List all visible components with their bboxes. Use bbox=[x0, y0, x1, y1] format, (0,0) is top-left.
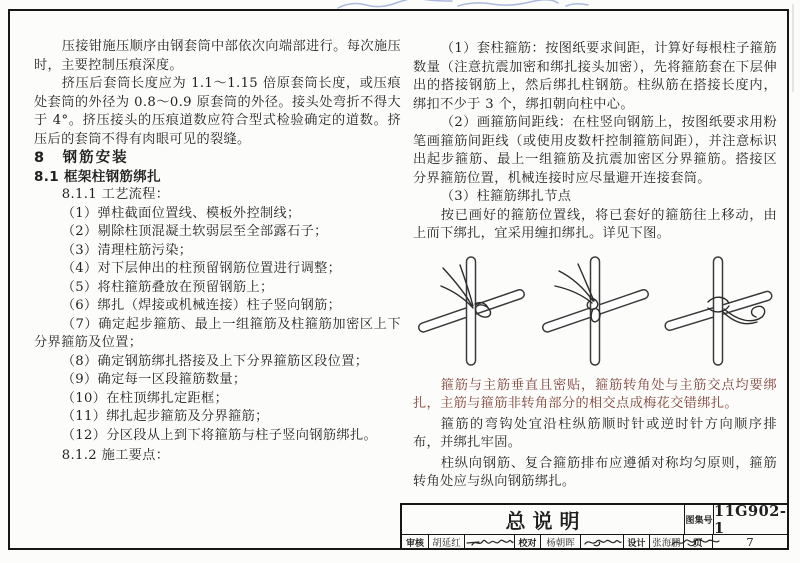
title-block bbox=[400, 503, 789, 550]
rebar-tie-diagram-twist-right bbox=[662, 251, 775, 371]
vertical-rebar bbox=[467, 257, 476, 365]
section-heading-8-1: 8.1 框架柱钢筋绑扎 bbox=[34, 168, 161, 185]
checker-signature-icon bbox=[580, 535, 623, 549]
process-step: （10）在柱顶绑扎定距框； bbox=[61, 390, 229, 406]
process-step: （11）绑扎起步箍筋及分界箍筋； bbox=[61, 409, 269, 424]
design-label: 设计 bbox=[623, 535, 649, 549]
right-text-column bbox=[413, 40, 777, 492]
paragraph-sleeve-length: 挤压后套筒长度应为 1.1～1.15 倍原套筒长度，或压痕处套筒的外径为 0.8～0.9 原套筒的外径。接头处弯折不得大于 4°。挤压接头的压痕道数应符合型式检验确定的道数。挤压后的套筒不得有肉眼可见的裂缝。 bbox=[34, 76, 401, 147]
process-step: （2）剔除柱顶混凝土软弱层至全部露石子； bbox=[61, 224, 328, 239]
process-title-8-1-1: 8.1.1 工艺流程： bbox=[61, 187, 170, 202]
paragraph-press-order: 压接钳施压顺序由钢套筒中部依次向端部进行。每次施压时，主要控制压痕深度。 bbox=[34, 39, 401, 73]
atlas-number-value: 11G902-1 bbox=[714, 505, 787, 534]
reviewer-name: 胡延红 bbox=[428, 535, 464, 549]
review-label: 审核 bbox=[405, 538, 424, 549]
section-heading-8: 8 钢筋安装 bbox=[34, 150, 129, 166]
paragraph-hoop-sleeving: （1）套柱箍筋：按图纸要求间距，计算好每根柱子箍筋数量（注意抗震加密和绑扎接头加密），先将箍筋套在下层伸出的搭接钢筋上，然后绑扎柱钢筋。柱纵筋在搭接长度内，绑扣不少于 3 个，绑扣朝向柱中心。 bbox=[413, 41, 777, 112]
reviewer-signature-icon bbox=[464, 535, 514, 549]
check-label: 校对 bbox=[514, 535, 540, 549]
checker-name: 杨朝晖 bbox=[540, 535, 580, 549]
paragraph-hook-arrangement: 箍筋的弯钩处宜沿柱纵筋顺时针或逆时针方向顺序排布，并绑扎牢固。 bbox=[413, 416, 777, 450]
process-step: （9）确定每一区段箍筋数量； bbox=[61, 372, 247, 387]
title-block-top-row bbox=[402, 505, 787, 534]
process-step: （6）绑扎（焊接或机械连接）柱子竖向钢筋； bbox=[61, 298, 342, 313]
designer-name: 张海鹏 bbox=[649, 535, 683, 549]
points-title-8-1-2: 8.1.2 施工要点： bbox=[61, 448, 170, 463]
left-text-column bbox=[34, 38, 401, 466]
process-step: （1）弹柱截面位置线、模板外控制线； bbox=[61, 205, 301, 221]
scan-edge-shadow bbox=[792, 4, 794, 92]
page-label: 页 bbox=[683, 535, 712, 549]
process-step: （4）对下层伸出的柱预留钢筋位置进行调整； bbox=[61, 261, 342, 276]
rebar-tie-figure-row bbox=[413, 251, 777, 371]
page-number: 7 bbox=[712, 535, 787, 549]
paragraph-tie-method: 按已画好的箍筋位置线，将已套好的箍筋往上移动，由上而下绑扎，宜采用缠扣绑扎。详见下图。 bbox=[413, 207, 777, 241]
rebar-tie-diagram-loop-below bbox=[539, 251, 652, 371]
process-step: （7）确定起步箍筋、最上一组箍筋及柱箍筋加密区上下分界箍筋及位置； bbox=[34, 316, 401, 350]
process-step: （5）将柱箍筋叠放在预留钢筋上； bbox=[61, 279, 274, 295]
paragraph-tie-node-title: （3）柱箍筋绑扎节点 bbox=[440, 189, 572, 204]
note-tie-rule-red: 箍筋与主筋垂直且密贴，箍筋转角处与主筋交点均要绑扎，主筋与箍筋非转角部分的相交点成梅花交错绑扎。 bbox=[413, 377, 777, 411]
title-block-bottom-row bbox=[402, 534, 787, 549]
sheet-title: 总说明 bbox=[505, 509, 587, 533]
paragraph-spacing-lines: （2）画箍筋间距线：在柱竖向钢筋上，按图纸要求用粉笔画箍筋间距线（或使用皮数杆控制箍筋间距），并注意标识出起步箍筋、最上一组箍筋及抗震加密区分界箍筋。搭接区分界箍筋位置，机械连接时应尽量避开连接套筒。 bbox=[413, 115, 777, 186]
process-step: （8）确定钢筋绑扎搭接及上下分界箍筋区段位置； bbox=[61, 353, 369, 369]
atlas-number-label: 图集号 bbox=[684, 505, 713, 534]
paragraph-symmetry-rule: 柱纵向钢筋、复合箍筋排布应遵循对称均匀原则，箍筋转角处应与纵向钢筋绑扎。 bbox=[413, 455, 777, 489]
process-step: （3）清理柱筋污染； bbox=[61, 242, 193, 258]
process-step: （12）分区段从上到下将箍筋与柱子竖向钢筋绑扎。 bbox=[61, 427, 378, 443]
rebar-tie-diagram-loop-right bbox=[415, 251, 528, 371]
